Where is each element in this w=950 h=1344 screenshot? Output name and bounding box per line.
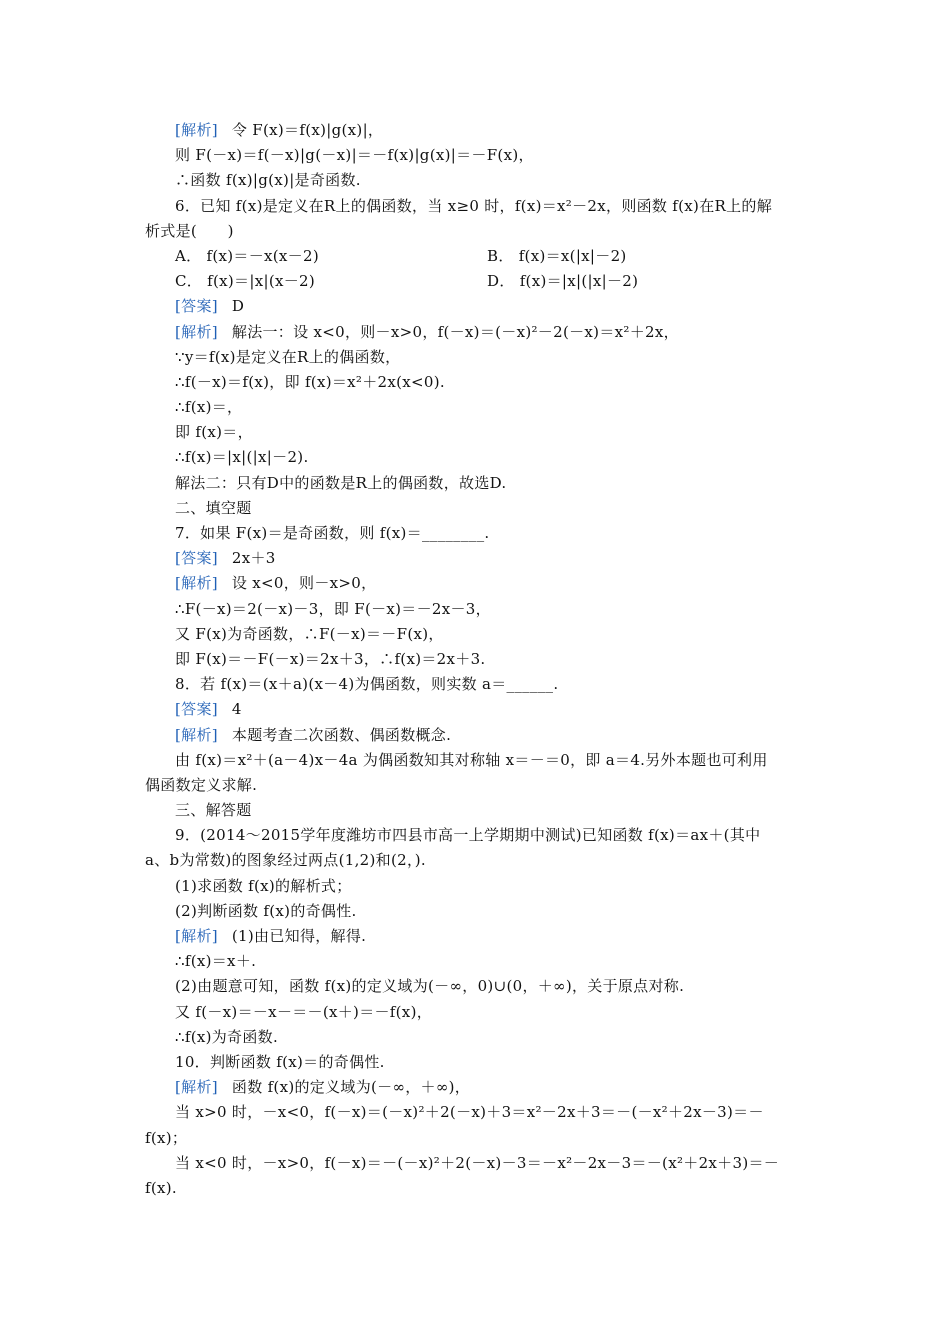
text-line [145,798,810,823]
text-line [145,1176,810,1201]
line-text: (2)判断函数 f(x)的奇偶性. [175,901,357,920]
line-text: 则 F(－x)＝f(－x)|g(－x)|＝－f(x)|g(x)|＝－F(x)， [175,146,534,165]
text-line [145,924,810,949]
section-tag: [解析] [175,574,218,593]
text-line [145,244,810,269]
choice-option: A． f(x)＝－x(x－2) [175,246,319,265]
text-line [145,395,810,420]
text-line [145,697,810,722]
line-text: D [231,297,245,316]
line-text: ∴f(x)为奇函数. [175,1027,279,1046]
section-tag: [答案] [175,549,218,568]
line-text: 令 F(x)＝f(x)|g(x)|， [231,121,384,139]
text-line [145,949,810,974]
text-line [145,597,810,622]
text-line [145,823,810,848]
line-text: ∴f(－x)＝f(x)，即 f(x)＝x²＋2x(x<0). [175,372,445,391]
line-text: 4 [231,700,242,719]
text-line [145,294,810,319]
text-line [145,672,810,697]
text-line [145,773,810,798]
line-text: ∴函数 f(x)|g(x)|是奇函数. [175,171,361,190]
text-line [145,269,810,294]
document-body [145,118,810,1201]
text-line [145,1100,810,1125]
section-tag: [解析] [175,725,218,744]
line-text: 偶函数定义求解. [145,775,258,794]
text-line [145,370,810,395]
text-line [145,445,810,470]
text-line [145,168,810,193]
text-line [145,219,810,244]
text-line [145,1151,810,1176]
text-line [145,471,810,496]
text-line [145,345,810,370]
line-text: 6．已知 f(x)是定义在R上的偶函数，当 x≥0 时，f(x)＝x²－2x，则函数 f(x)在R上的解 [175,196,772,215]
section-tag: [答案] [175,700,218,719]
line-text: ∵y＝f(x)是定义在R上的偶函数， [175,347,401,366]
line-text: f(x)； [145,1128,188,1147]
text-line [145,194,810,219]
line-text: 三、解答题 [175,801,252,820]
section-tag: [答案] [175,297,218,316]
line-text: 本题考查二次函数、偶函数概念. [231,725,452,744]
line-text: 即 F(x)＝－F(－x)＝2x＋3，∴f(x)＝2x＋3. [175,649,486,668]
line-text: 2x＋3 [231,549,276,568]
line-text: 由 f(x)＝x²＋(a－4)x－4a 为偶函数知其对称轴 x＝－＝0，即 a＝4.另外本题也可利用 [175,750,768,769]
text-line [145,1000,810,1025]
text-line [145,1075,810,1100]
line-text: ∴f(x)＝， [175,398,243,417]
text-line [145,848,810,873]
choice-option: B． f(x)＝x(|x|－2) [487,246,627,265]
text-line [145,647,810,672]
section-tag: [解析] [175,1078,218,1097]
line-text: 解法一：设 x<0，则－x>0，f(－x)＝(－x)²－2(－x)＝x²＋2x， [231,322,679,341]
text-line [145,723,810,748]
line-text: ∴f(x)＝x＋. [175,952,257,971]
text-line [145,521,810,546]
text-line [145,571,810,596]
line-text: (2)由题意可知，函数 f(x)的定义域为(－∞，0)∪(0，＋∞)，关于原点对称. [175,977,685,996]
line-text: 析式是( ) [145,221,234,240]
section-tag: [解析] [175,121,218,139]
text-line [145,496,810,521]
line-text: (1)由已知得，解得. [231,927,367,945]
text-line [145,420,810,445]
text-line [145,1050,810,1075]
line-text: 当 x>0 时，－x<0，f(－x)＝(－x)²＋2(－x)＋3＝x²－2x＋3＝－(－x²＋2x－3)＝－ [175,1103,764,1122]
line-text: 又 f(－x)＝－x－＝－(x＋)＝－f(x)， [175,1002,433,1021]
line-text: 当 x<0 时，－x>0，f(－x)＝－(－x)²＋2(－x)－3＝－x²－2x－3＝－(x²＋2x＋3)＝－ [175,1153,780,1172]
line-text: ∴f(x)＝|x|(|x|－2). [175,448,309,467]
line-text: 解法二：只有D中的函数是R上的偶函数，故选D. [175,473,507,492]
line-text: ∴F(－x)＝2(－x)－3，即 F(－x)＝－2x－3， [175,599,491,618]
line-text: 设 x<0，则－x>0， [231,574,377,593]
line-text: a、b为常数)的图象经过两点(1,2)和(2，). [145,851,426,870]
text-line [145,622,810,647]
line-text: 8．若 f(x)＝(x＋a)(x－4)为偶函数，则实数 a＝______. [175,675,559,694]
line-text: 10．判断函数 f(x)＝的奇偶性. [175,1052,385,1071]
text-line [145,118,810,143]
choice-option: C． f(x)＝|x|(x－2) [175,272,316,291]
text-line [145,748,810,773]
line-text: f(x). [145,1178,177,1197]
line-text: 函数 f(x)的定义域为(－∞，＋∞)， [231,1078,471,1097]
text-line [145,874,810,899]
line-text: 二、填空题 [175,498,252,517]
line-text: 即 f(x)＝， [175,423,253,442]
text-line [145,1025,810,1050]
text-line [145,899,810,924]
choice-option: D． f(x)＝|x|(|x|－2) [487,272,639,291]
line-text: 9．(2014～2015学年度潍坊市四县市高一上学期期中测试)已知函数 f(x)＝ax＋(其中 [175,826,761,845]
section-tag: [解析] [175,927,218,945]
section-tag: [解析] [175,322,218,341]
text-line [145,143,810,168]
text-line [145,320,810,345]
text-line [145,546,810,571]
text-line [145,1126,810,1151]
line-text: 7．如果 F(x)＝是奇函数，则 f(x)＝________. [175,524,490,542]
line-text: (1)求函数 f(x)的解析式； [175,876,352,895]
text-line [145,974,810,999]
line-text: 又 F(x)为奇函数，∴F(－x)＝－F(x)， [175,624,444,643]
